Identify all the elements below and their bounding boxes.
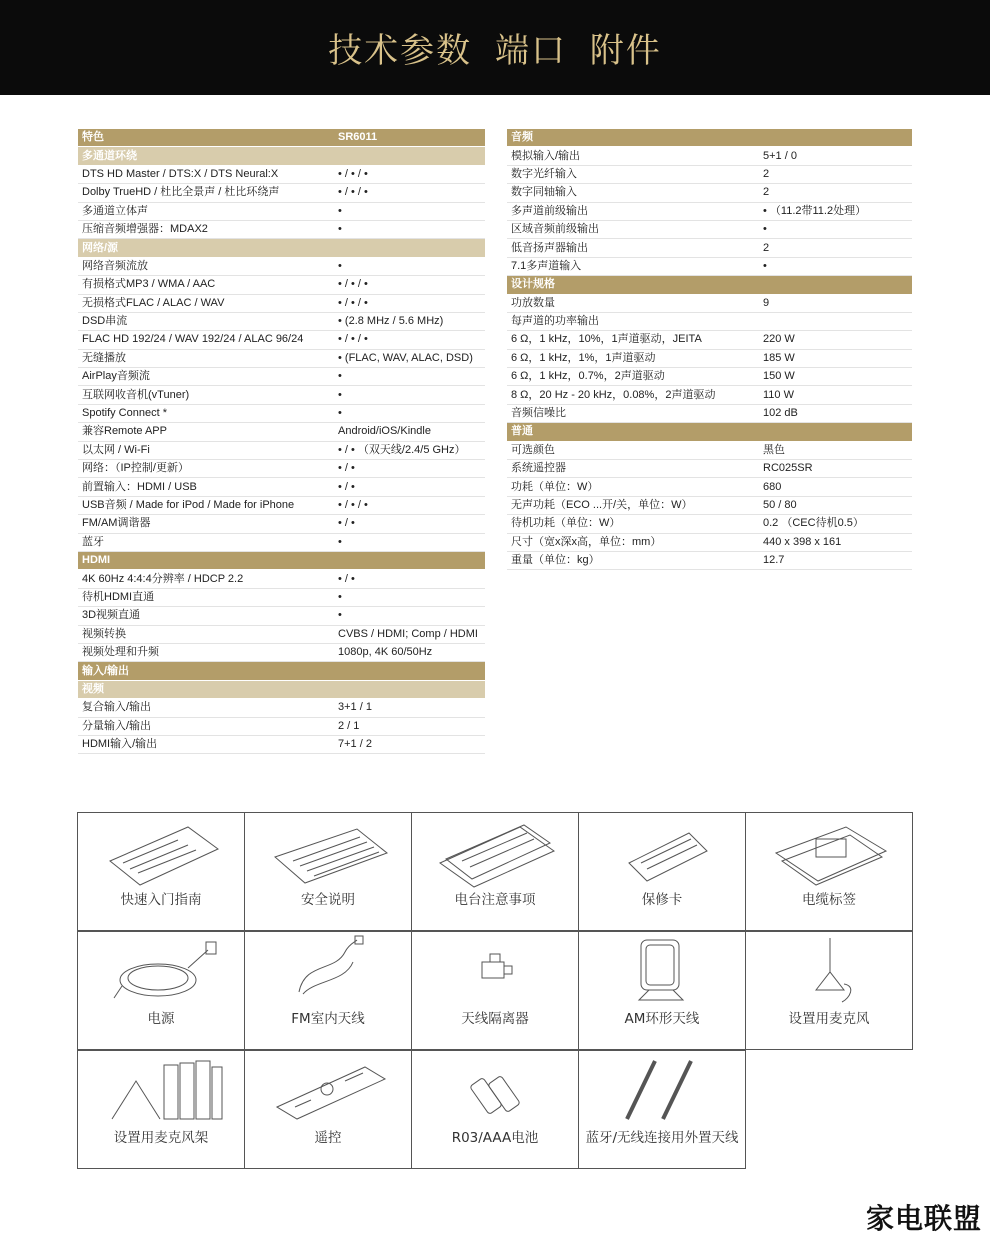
aaa-battery-icon [412, 1051, 580, 1126]
spec-label: 7.1多声道输入 [511, 259, 582, 272]
spec-label: 功放数量 [511, 296, 555, 309]
spec-value: 220 W [763, 333, 795, 346]
accessory-label: FM室内天线 [291, 1011, 365, 1027]
spec-value: 5+1 / 0 [763, 149, 797, 162]
spec-row [78, 258, 485, 276]
spec-row [507, 203, 912, 221]
spec-row [78, 331, 485, 349]
spec-label: Dolby TrueHD / 杜比全景声 / 杜比环绕声 [82, 186, 280, 199]
spec-label: 普通 [511, 425, 533, 438]
spec-value: CVBS / HDMI; Comp / HDMI [338, 627, 478, 640]
spec-label: 有损格式MP3 / WMA / AAC [82, 278, 216, 291]
spec-label: 低音扬声器输出 [511, 241, 588, 254]
spec-label: 多通道环绕 [82, 149, 137, 162]
spec-row [78, 589, 485, 607]
spec-value: • / • [338, 517, 355, 530]
spec-label: 蓝牙 [82, 535, 104, 548]
spec-value: 2 [763, 241, 770, 254]
spec-value: 0.2 （CEC待机0.5） [763, 517, 864, 530]
spec-label: 网络：（IP控制/更新） [82, 462, 189, 475]
accessory-item [578, 812, 746, 931]
spec-row [507, 258, 912, 276]
spec-label: 功耗（单位：W） [511, 480, 599, 493]
remote-control-icon [245, 1051, 413, 1126]
accessory-label: AM环形天线 [624, 1011, 700, 1027]
spec-label: 无缝播放 [82, 351, 126, 364]
antenna-isolator-icon [412, 932, 580, 1007]
spec-section-header [507, 129, 912, 147]
spec-label: 3D视频直通 [82, 609, 141, 622]
spec-label: 尺寸（宽x深x高，单位：mm） [511, 535, 662, 548]
accessory-item [77, 812, 245, 931]
spec-value: • / • / • [338, 186, 368, 199]
spec-value: 12.7 [763, 554, 785, 567]
spec-label: 网络音频流放 [82, 259, 148, 272]
spec-row [507, 405, 912, 423]
accessory-label: 电缆标签 [802, 892, 856, 908]
spec-section-header [78, 239, 485, 257]
spec-row [507, 331, 912, 349]
accessory-label: 电台注意事项 [454, 892, 536, 908]
spec-row [507, 350, 912, 368]
spec-section-header [78, 681, 485, 699]
spec-label: 区域音频前级输出 [511, 223, 599, 236]
spec-row [507, 166, 912, 184]
spec-label: 可选颜色 [511, 443, 555, 456]
accessory-item [77, 931, 245, 1050]
spec-row [507, 184, 912, 202]
spec-row [78, 534, 485, 552]
spec-label: 6 Ω，1 kHz，1%，1声道驱动 [511, 351, 656, 364]
spec-label: 系统遥控器 [511, 462, 566, 475]
accessory-label: 设置用麦克风 [788, 1011, 870, 1027]
spec-label: 待机功耗（单位：W） [511, 517, 621, 530]
cable-labels-icon [746, 813, 914, 888]
spec-label: AirPlay音频流 [82, 370, 150, 383]
safety-instructions-icon [245, 813, 413, 888]
spec-label: 多声道前级输出 [511, 204, 588, 217]
spec-value: • / • [338, 480, 355, 493]
spec-label: 视频 [82, 682, 104, 695]
spec-label: FM/AM调谐器 [82, 517, 151, 530]
page-header [0, 0, 990, 95]
spec-label: 6 Ω，1 kHz，0.7%，2声道驱动 [511, 370, 665, 383]
spec-value: 50 / 80 [763, 499, 797, 511]
radio-notes-icon [412, 813, 580, 888]
spec-row [78, 276, 485, 294]
spec-row [78, 626, 485, 644]
spec-label: 数字同轴输入 [511, 186, 577, 199]
spec-row [78, 350, 485, 368]
spec-section-header [507, 423, 912, 441]
spec-value: • / • （双天线/2.4/5 GHz） [338, 443, 466, 456]
spec-value: • [338, 590, 342, 603]
accessory-item [244, 1050, 412, 1169]
spec-row [78, 478, 485, 496]
spec-label: 压缩音频增强器：MDAX2 [82, 223, 208, 236]
spec-row [78, 699, 485, 717]
spec-label: 4K 60Hz 4:4:4分辨率 / HDCP 2.2 [82, 572, 244, 585]
accessory-label: 保修卡 [641, 892, 683, 908]
spec-value: • [338, 388, 342, 401]
spec-value: Android/iOS/Kindle [338, 425, 431, 438]
spec-value: • [763, 223, 767, 236]
spec-row [507, 313, 912, 331]
watermark-text: 家电联盟 [865, 1202, 982, 1235]
spec-label: 前置输入：HDMI / USB [82, 480, 197, 493]
spec-label: 视频处理和升频 [82, 646, 159, 659]
spec-label: 模拟输入/输出 [511, 149, 581, 162]
spec-label: 无损格式FLAC / ALAC / WAV [82, 296, 225, 309]
spec-value: • [338, 223, 342, 236]
spec-label: 无声功耗（ECO ...开/关，单位：W） [511, 499, 693, 511]
spec-row [507, 515, 912, 533]
spec-row [78, 166, 485, 184]
spec-value: 150 W [763, 370, 795, 383]
spec-section-header [507, 276, 912, 294]
accessory-item [411, 1050, 579, 1169]
spec-section-header [78, 662, 485, 680]
spec-row [78, 368, 485, 386]
spec-value: 440 x 398 x 161 [763, 535, 842, 548]
spec-value: 110 W [763, 388, 794, 401]
spec-label: FLAC HD 192/24 / WAV 192/24 / ALAC 96/24 [82, 333, 304, 346]
spec-value: 1080p, 4K 60/50Hz [338, 646, 433, 659]
spec-label: 视频转换 [82, 627, 126, 640]
spec-row [78, 644, 485, 662]
spec-value: • (FLAC, WAV, ALAC, DSD) [338, 351, 473, 364]
spec-label: USB音频 / Made for iPod / Made for iPhone [82, 499, 295, 511]
spec-value: SR6011 [338, 131, 378, 144]
spec-label: 6 Ω，1 kHz，10%，1声道驱动，JEITA [511, 333, 702, 346]
spec-value: • [338, 204, 342, 217]
accessory-label: R03/AAA电池 [451, 1130, 539, 1146]
spec-value: • [338, 259, 342, 272]
spec-value: 185 W [763, 351, 795, 364]
accessory-label: 快速入门指南 [120, 892, 202, 908]
spec-label: 兼容Remote APP [82, 425, 167, 438]
spec-value: • （11.2带11.2处理） [763, 204, 867, 217]
spec-value: • / • / • [338, 296, 368, 309]
accessory-item [244, 931, 412, 1050]
spec-value: • / • / • [338, 278, 368, 291]
accessory-item [578, 1050, 746, 1169]
spec-value: • (2.8 MHz / 5.6 MHz) [338, 315, 444, 328]
spec-value: • / • / • [338, 167, 368, 180]
spec-value: • [338, 407, 342, 420]
accessory-item [244, 812, 412, 931]
spec-row [78, 203, 485, 221]
accessory-label: 安全说明 [301, 892, 355, 908]
spec-value: • / • [338, 572, 355, 585]
spec-label: 重量（单位：kg） [511, 554, 600, 567]
spec-label: 特色 [82, 131, 104, 144]
spec-section-header [78, 552, 485, 570]
spec-section-header [78, 129, 485, 147]
spec-value: 2 [763, 167, 770, 180]
spec-table-left [78, 129, 485, 754]
spec-row [78, 184, 485, 202]
accessory-label: 设置用麦克风架 [113, 1130, 209, 1146]
setup-microphone-icon [746, 932, 914, 1007]
spec-row [507, 147, 912, 165]
accessory-item [77, 1050, 245, 1169]
spec-label: HDMI输入/输出 [82, 738, 158, 751]
spec-label: 以太网 / Wi-Fi [82, 443, 150, 456]
spec-value: 黑色 [763, 443, 785, 456]
spec-row [78, 497, 485, 515]
accessory-item [745, 931, 913, 1050]
spec-value: • / • / • [338, 333, 368, 346]
spec-row [78, 295, 485, 313]
spec-value: 680 [763, 480, 782, 493]
spec-row [507, 497, 912, 515]
accessory-label: 电源 [147, 1011, 175, 1027]
spec-row [78, 718, 485, 736]
am-loop-antenna-icon [579, 932, 747, 1007]
spec-row [78, 515, 485, 533]
spec-row [507, 460, 912, 478]
spec-label: 待机HDMI直通 [82, 590, 155, 603]
spec-label: 多通道立体声 [82, 204, 148, 217]
spec-label: 网络/源 [82, 241, 119, 254]
spec-row [78, 386, 485, 404]
bluetooth-antenna-icon [579, 1051, 747, 1126]
spec-label: 音频信噪比 [511, 407, 566, 420]
spec-row [78, 607, 485, 625]
spec-row [78, 221, 485, 239]
accessory-item [578, 931, 746, 1050]
spec-row [507, 239, 912, 257]
spec-label: Spotify Connect * [82, 407, 167, 420]
spec-label: 设计规格 [511, 278, 555, 291]
spec-value: 3+1 / 1 [338, 701, 372, 714]
spec-label: 复合输入/输出 [82, 701, 152, 714]
quick-start-guide-icon [78, 813, 246, 888]
accessory-label: 遥控 [314, 1130, 342, 1146]
spec-value: 2 [763, 186, 770, 199]
spec-row [507, 368, 912, 386]
warranty-card-icon [579, 813, 747, 888]
power-cord-icon [78, 932, 246, 1007]
accessory-item [411, 812, 579, 931]
spec-row [78, 405, 485, 423]
spec-label: 数字光纤输入 [511, 167, 577, 180]
spec-label: 每声道的功率输出 [511, 315, 599, 328]
accessory-item [745, 812, 913, 931]
spec-section-header [78, 147, 485, 165]
spec-row [507, 221, 912, 239]
spec-row [78, 423, 485, 441]
spec-label: 互联网收音机(vTuner) [82, 388, 190, 401]
spec-label: HDMI [82, 554, 111, 567]
spec-row [507, 534, 912, 552]
spec-row [507, 478, 912, 496]
spec-value: • [338, 609, 342, 622]
fm-antenna-icon [245, 932, 413, 1007]
spec-row [507, 552, 912, 570]
accessory-label: 天线隔离器 [461, 1011, 529, 1027]
spec-value: • [763, 259, 767, 272]
spec-table-right [507, 129, 912, 570]
spec-row [507, 442, 912, 460]
spec-row [507, 386, 912, 404]
spec-label: DTS HD Master / DTS:X / DTS Neural:X [82, 167, 279, 180]
spec-row [78, 570, 485, 588]
spec-label: DSD串流 [82, 315, 128, 328]
page-title: 技术参数 端口 附件 [328, 31, 662, 71]
spec-value: • [338, 535, 342, 548]
spec-value: 9 [763, 296, 770, 309]
accessory-label: 蓝牙/无线连接用外置天线 [585, 1130, 739, 1146]
spec-label: 音频 [511, 131, 533, 144]
spec-row [507, 295, 912, 313]
spec-value: 7+1 / 2 [338, 738, 372, 751]
spec-value: • / • [338, 462, 355, 475]
spec-row [78, 736, 485, 754]
spec-value: RC025SR [763, 462, 813, 475]
microphone-stand-icon [78, 1051, 246, 1126]
spec-label: 输入/输出 [82, 664, 130, 677]
accessories-grid [77, 812, 913, 1169]
spec-row [78, 442, 485, 460]
spec-row [78, 460, 485, 478]
spec-label: 8 Ω，20 Hz - 20 kHz，0.08%，2声道驱动 [511, 388, 716, 401]
spec-row [78, 313, 485, 331]
spec-value: • [338, 370, 342, 383]
spec-value: • / • / • [338, 499, 368, 511]
spec-value: 2 / 1 [338, 719, 360, 732]
spec-value: 102 dB [763, 407, 798, 420]
spec-label: 分量输入/输出 [82, 719, 152, 732]
accessory-item [411, 931, 579, 1050]
